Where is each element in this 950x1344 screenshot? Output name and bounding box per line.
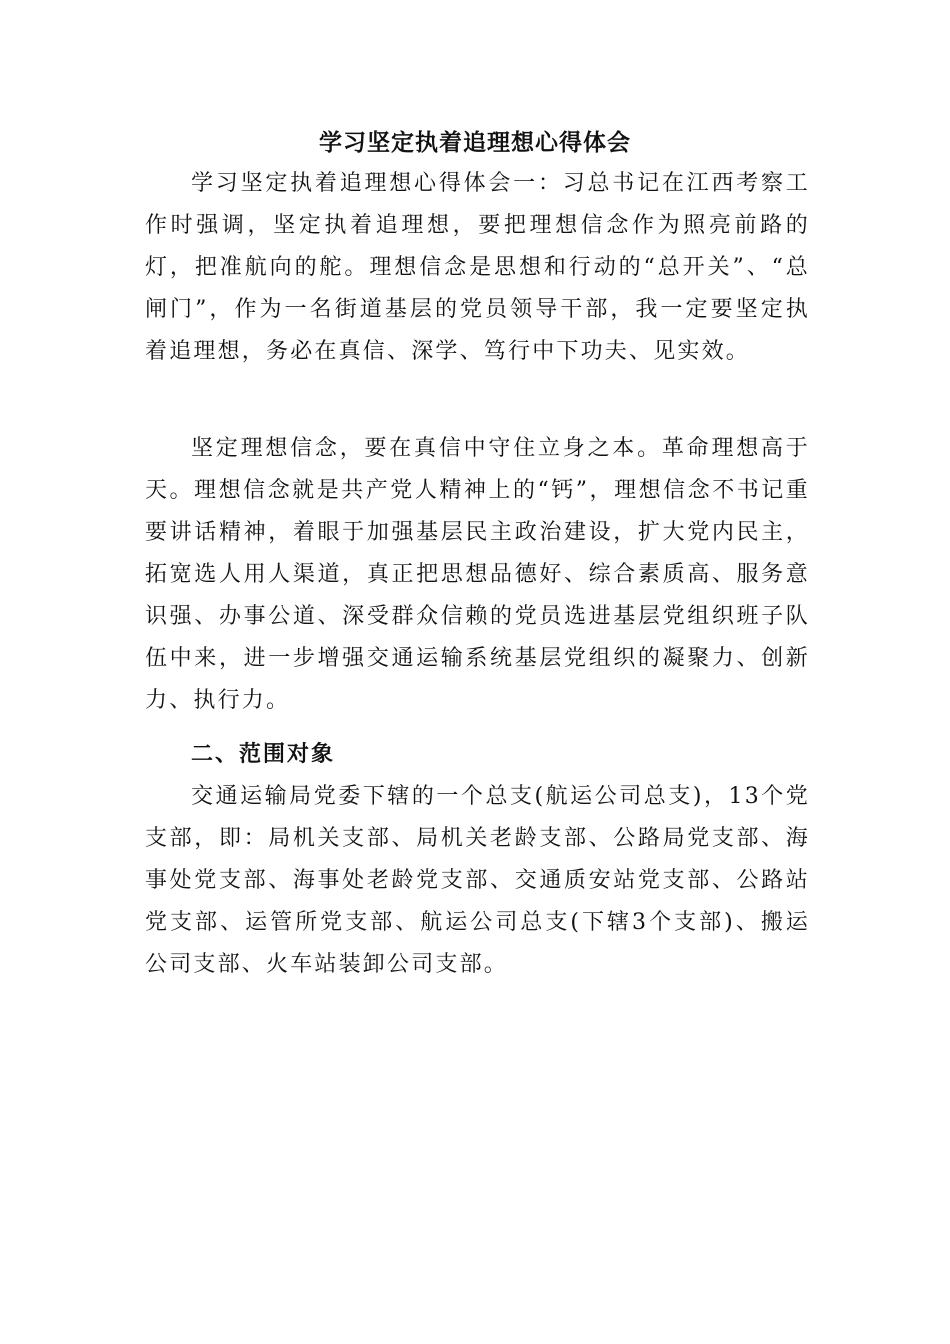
paragraph-ideals: 坚定理想信念，要在真信中守住立身之本。革命理想高于天。理想信念就是共产党人精神上的“钙”，理想信念不书记重要讲话精神，着眼于加强基层民主政治建设，扩大党内民主，拓宽选人用人渠道，真正把思想品德好、综合素质高、服务意识强、办事公道、深受群众信赖的党员选进基层党组织班子队伍中来，进一步增强交通运输系统基层党组织的凝聚力、创新力、执行力。 (145, 436, 810, 713)
paragraph-scope: 交通运输局党委下辖的一个总支(航运公司总支)，13个党支部，即：局机关支部、局机关老龄支部、公路局党支部、海事处党支部、海事处老龄党支部、交通质安站党支部、公路站党支部、运管所党支部、航运公司总支(下辖3个支部)、搬运公司支部、火车站装卸公司支部。 (145, 784, 810, 977)
document-title: 学习坚定执着追理想心得体会 (319, 129, 631, 156)
section-heading-scope: 二、范围对象 (191, 741, 336, 767)
paragraph-intro: 学习坚定执着追理想心得体会一：习总书记在江西考察工作时强调，坚定执着追理想，要把理想信念作为照亮前路的灯，把准航向的舵。理想信念是思想和行动的“总开关”、“总闸门”，作为一名街道基层的党员领导干部，我一定要坚定执着追理想，务必在真信、深学、笃行中下功夫、见实效。 (145, 171, 810, 364)
